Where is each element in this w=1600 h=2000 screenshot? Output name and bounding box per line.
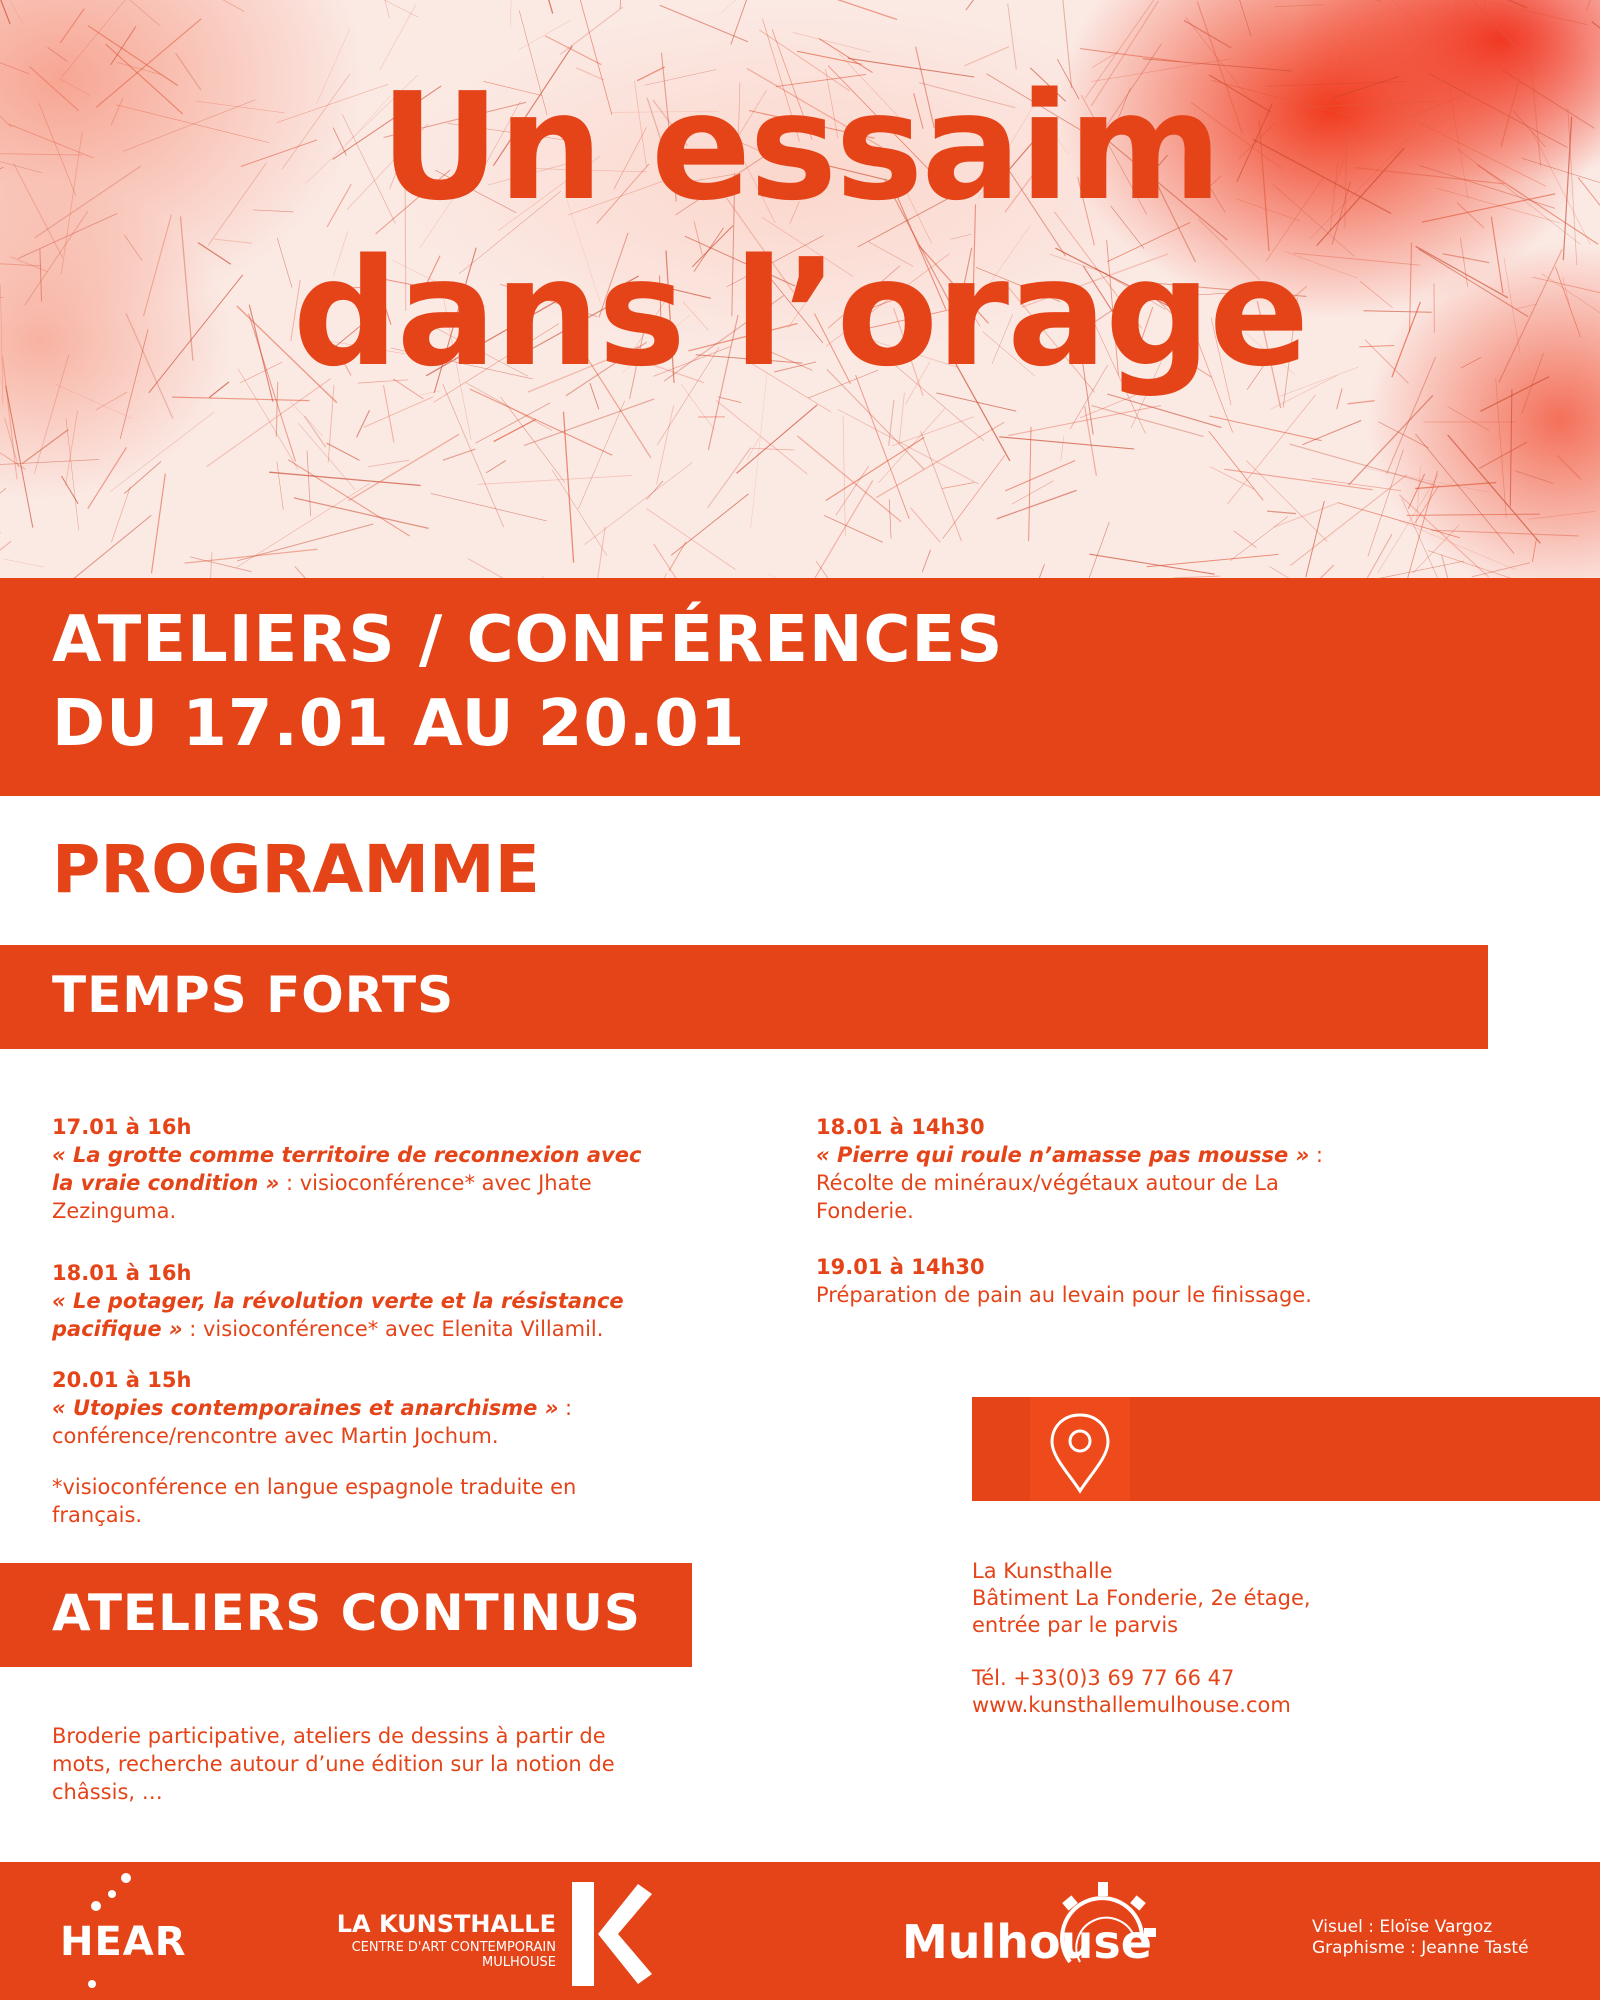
event-date: 18.01 à 16h [52, 1261, 192, 1285]
hero-title-line-1: Un essaim [379, 61, 1221, 233]
event-item [816, 1113, 1376, 1225]
kunsthalle-logo-name: LA KUNSTHALLE [336, 1910, 556, 1938]
credit-graphics: Graphisme : Jeanne Tasté [1312, 1938, 1529, 1958]
event-item [52, 1113, 642, 1225]
event-date: 18.01 à 14h30 [816, 1115, 985, 1139]
event-date: 17.01 à 16h [52, 1115, 192, 1139]
hero-title-line-2: dans l’orage [292, 227, 1308, 399]
hero-title [0, 61, 1600, 399]
hear-logo [56, 1872, 196, 1992]
event-detail: Préparation de pain au levain pour le finissage. [816, 1283, 1312, 1307]
event-date: 19.01 à 14h30 [816, 1255, 985, 1279]
programme-heading: PROGRAMME [52, 831, 540, 908]
event-detail: : visioconférence* avec Elenita Villamil. [182, 1317, 604, 1341]
event-item [52, 1259, 642, 1343]
credit-visual: Visuel : Eloïse Vargoz [1312, 1917, 1493, 1937]
kunsthalle-logo-city: MULHOUSE [482, 1955, 556, 1970]
event-date: 20.01 à 15h [52, 1368, 192, 1392]
venue-entrance: entrée par le parvis [972, 1613, 1179, 1637]
event-title: « Pierre qui roule n’amasse pas mousse » [816, 1143, 1310, 1167]
event-title: « Le potager, la révolution verte et la résistance pacifique » [52, 1289, 624, 1341]
banner-title: ATELIERS / CONFÉRENCES [52, 603, 1004, 677]
venue-building: Bâtiment La Fonderie, 2e étage, [972, 1586, 1311, 1610]
event-title: « Utopies contemporaines et anarchisme » [52, 1396, 559, 1420]
kunsthalle-k-logo [568, 1880, 652, 1988]
hear-logo-text: HEAR [60, 1919, 187, 1965]
mulhouse-logo-text: Mulhouse [902, 1915, 1152, 1969]
venue-website[interactable]: www.kunsthallemulhouse.com [972, 1693, 1291, 1717]
event-detail: : visioconférence* avec Jhate Zezinguma. [52, 1171, 592, 1223]
ateliers-continus-heading: ATELIERS CONTINUS [52, 1584, 641, 1642]
hero-image [0, 0, 1600, 578]
event-title: « La grotte comme territoire de reconnexion avec la vraie condition » [52, 1143, 642, 1195]
event-item [816, 1253, 1376, 1309]
temps-forts-heading: TEMPS FORTS [52, 966, 455, 1024]
event-item [52, 1366, 642, 1450]
kunsthalle-logo-subtitle: CENTRE D'ART CONTEMPORAIN [351, 1940, 556, 1955]
event-detail: : Récolte de minéraux/végétaux autour de La Fonderie. [816, 1143, 1323, 1223]
banner-dates: DU 17.01 AU 20.01 [52, 687, 746, 761]
location-details [972, 1558, 1532, 1719]
venue-name: La Kunsthalle [972, 1559, 1113, 1583]
ateliers-continus-text: Broderie participative, ateliers de dessins à partir de mots, recherche autour d’une édition sur la notion de châssis, … [52, 1724, 615, 1804]
footnote: *visioconférence en langue espagnole traduite en français. [52, 1475, 577, 1527]
map-pin-icon [1030, 1397, 1130, 1501]
venue-phone: Tél. +33(0)3 69 77 66 47 [972, 1666, 1235, 1690]
event-detail: : conférence/rencontre avec Martin Jochum. [52, 1396, 573, 1448]
